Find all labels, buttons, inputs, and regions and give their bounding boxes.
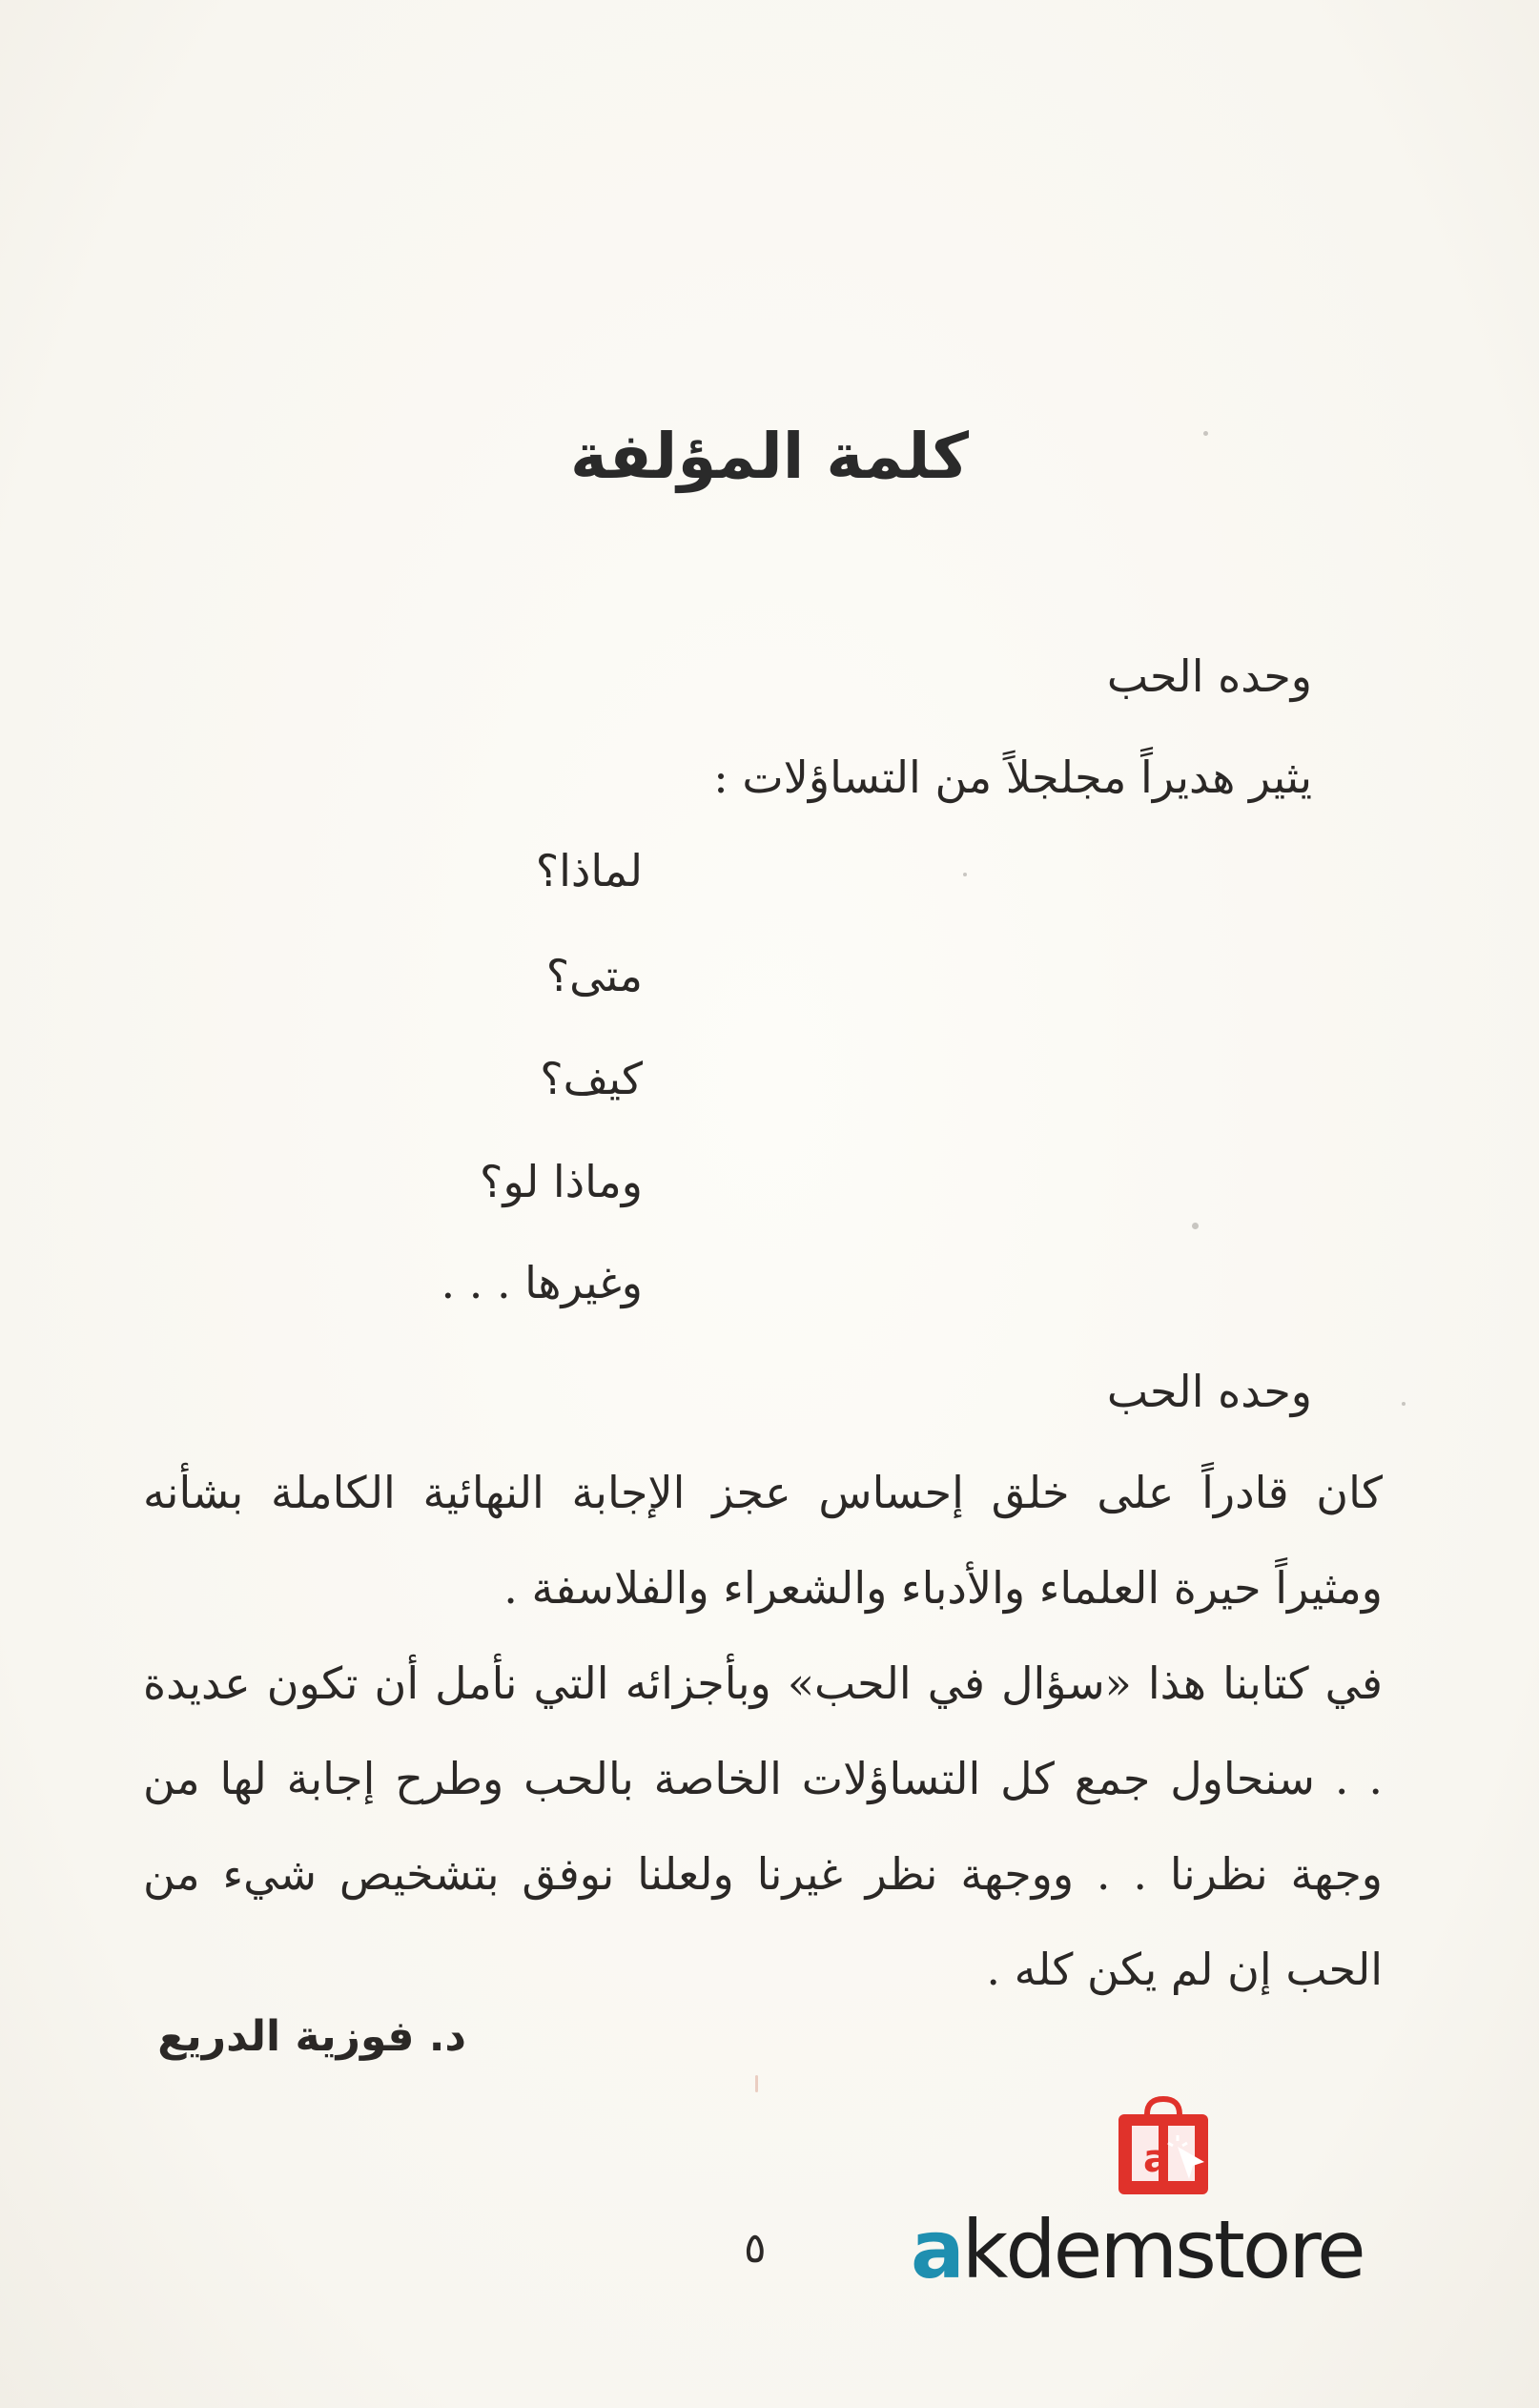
store-name: [911, 2203, 1406, 2296]
question-what-if: وماذا لو؟: [480, 1156, 643, 1207]
store-name-accent: a: [911, 2203, 962, 2296]
paragraph-love-question: كان قادراً على خلق إحساس عجز الإجابة النهائية الكاملة بشأنه ومثيراً حيرة العلماء والأدباء والشعراء والفلاسفة .: [143, 1467, 1383, 1614]
paragraph-book-intro: في كتابنا هذا «سؤال في الحب» وبأجزائه التي نأمل أن تكون عديدة . . سنحاول جمع كل التساؤلات الخاصة بالحب وطرح إجابة لها من وجهة نظرنا . . ووجهة نظر غيرنا ولعلنا نوفق بتشخيص شيء من الحب إن لم يكن كله .: [143, 1657, 1383, 1995]
store-name-rest: kdemstore: [961, 2203, 1364, 2296]
paper-mark: [755, 2075, 758, 2092]
question-others: وغيرها . . .: [441, 1257, 643, 1308]
paper-speck: [963, 873, 967, 876]
paper-speck: [1402, 1402, 1406, 1406]
question-why: لماذا؟: [535, 845, 643, 896]
page-number: ٥: [744, 2224, 767, 2273]
store-logo: [911, 2093, 1406, 2294]
questions-intro-line: يثير هديراً مجلجلاً من التساؤلات :: [713, 751, 1312, 803]
logo-icon-letter: a: [1143, 2137, 1169, 2181]
question-how: كيف؟: [540, 1053, 643, 1104]
second-opening-line: وحده الحب: [1106, 1366, 1312, 1417]
author-signature: د. فوزية الدريع: [157, 2012, 466, 2061]
paper-speck: [1192, 1223, 1199, 1229]
question-when: متى؟: [545, 950, 643, 1001]
page-title: كلمة المؤلفة: [570, 420, 969, 493]
book-cart-icon: [1111, 2093, 1216, 2198]
opening-line: وحده الحب: [1106, 650, 1312, 702]
paper-speck: [1203, 431, 1208, 436]
